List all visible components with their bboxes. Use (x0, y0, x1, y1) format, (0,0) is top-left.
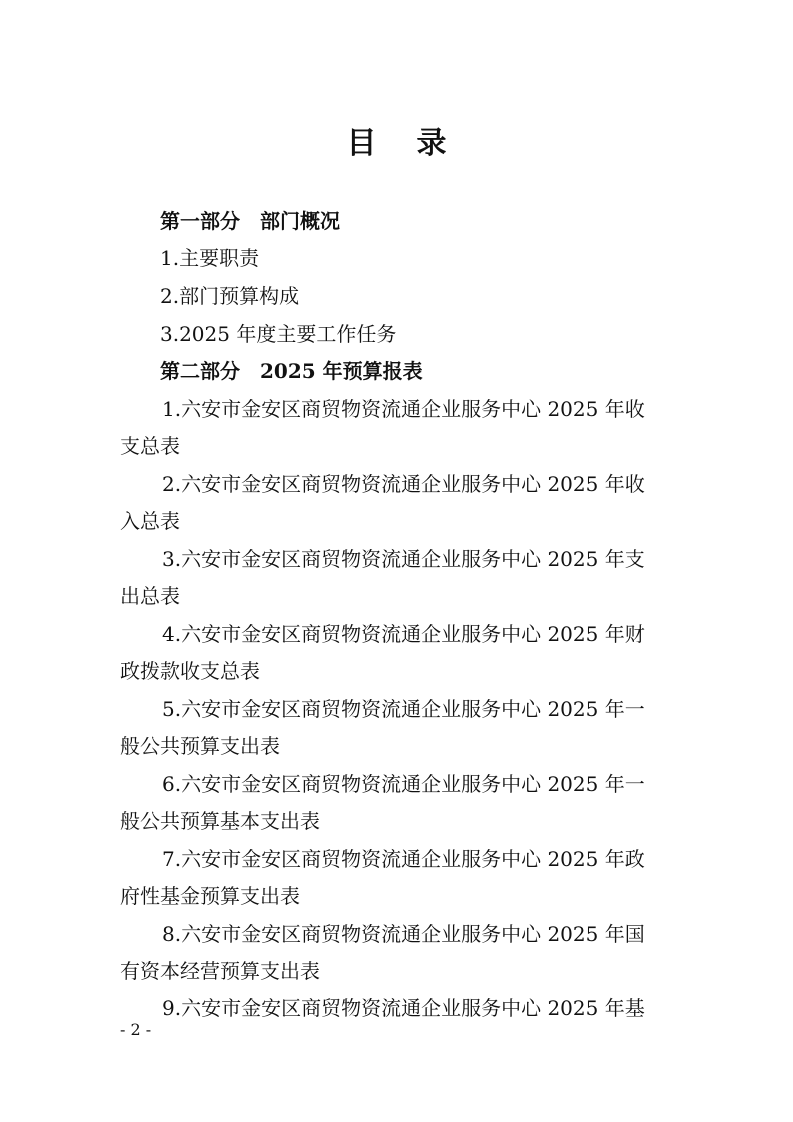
toc-entry-first-line: 6.六安市金安区商贸物资流通企业服务中心 2025 年一 (162, 772, 645, 796)
toc-entry-first-line: 4.六安市金安区商贸物资流通企业服务中心 2025 年财 (162, 622, 645, 646)
toc-entry-first-line: 7.六安市金安区商贸物资流通企业服务中心 2025 年政 (162, 847, 645, 871)
toc-item: 1.主要职责 (160, 246, 260, 270)
part2-heading: 第二部分 2025 年预算报表 (160, 359, 423, 383)
toc-entry-first-line: 9.六安市金安区商贸物资流通企业服务中心 2025 年基 (162, 996, 645, 1020)
toc-entry-first-line: 5.六安市金安区商贸物资流通企业服务中心 2025 年一 (162, 697, 645, 721)
toc-entry-first-line: 3.六安市金安区商贸物资流通企业服务中心 2025 年支 (162, 547, 645, 571)
toc-entry-first-line: 8.六安市金安区商贸物资流通企业服务中心 2025 年国 (162, 922, 645, 946)
toc-entry-continuation: 府性基金预算支出表 (120, 884, 300, 908)
toc-entry-continuation: 般公共预算支出表 (120, 734, 280, 758)
toc-entry-continuation: 有资本经营预算支出表 (120, 959, 320, 983)
page-title: 目录 (346, 126, 487, 161)
toc-entry-first-line: 1.六安市金安区商贸物资流通企业服务中心 2025 年收 (162, 397, 645, 421)
toc-entry-continuation: 入总表 (120, 509, 180, 533)
page-number: - 2 - (120, 1020, 152, 1039)
toc-entry-continuation: 政拨款收支总表 (120, 659, 260, 683)
toc-entry-first-line: 2.六安市金安区商贸物资流通企业服务中心 2025 年收 (162, 472, 645, 496)
toc-item: 3.2025 年度主要工作任务 (160, 322, 397, 346)
toc-item: 2.部门预算构成 (160, 284, 300, 308)
toc-entry-continuation: 支总表 (120, 434, 180, 458)
part1-heading: 第一部分 部门概况 (160, 209, 340, 233)
toc-entry-continuation: 般公共预算基本支出表 (120, 809, 320, 833)
toc-entry-continuation: 出总表 (120, 584, 180, 608)
